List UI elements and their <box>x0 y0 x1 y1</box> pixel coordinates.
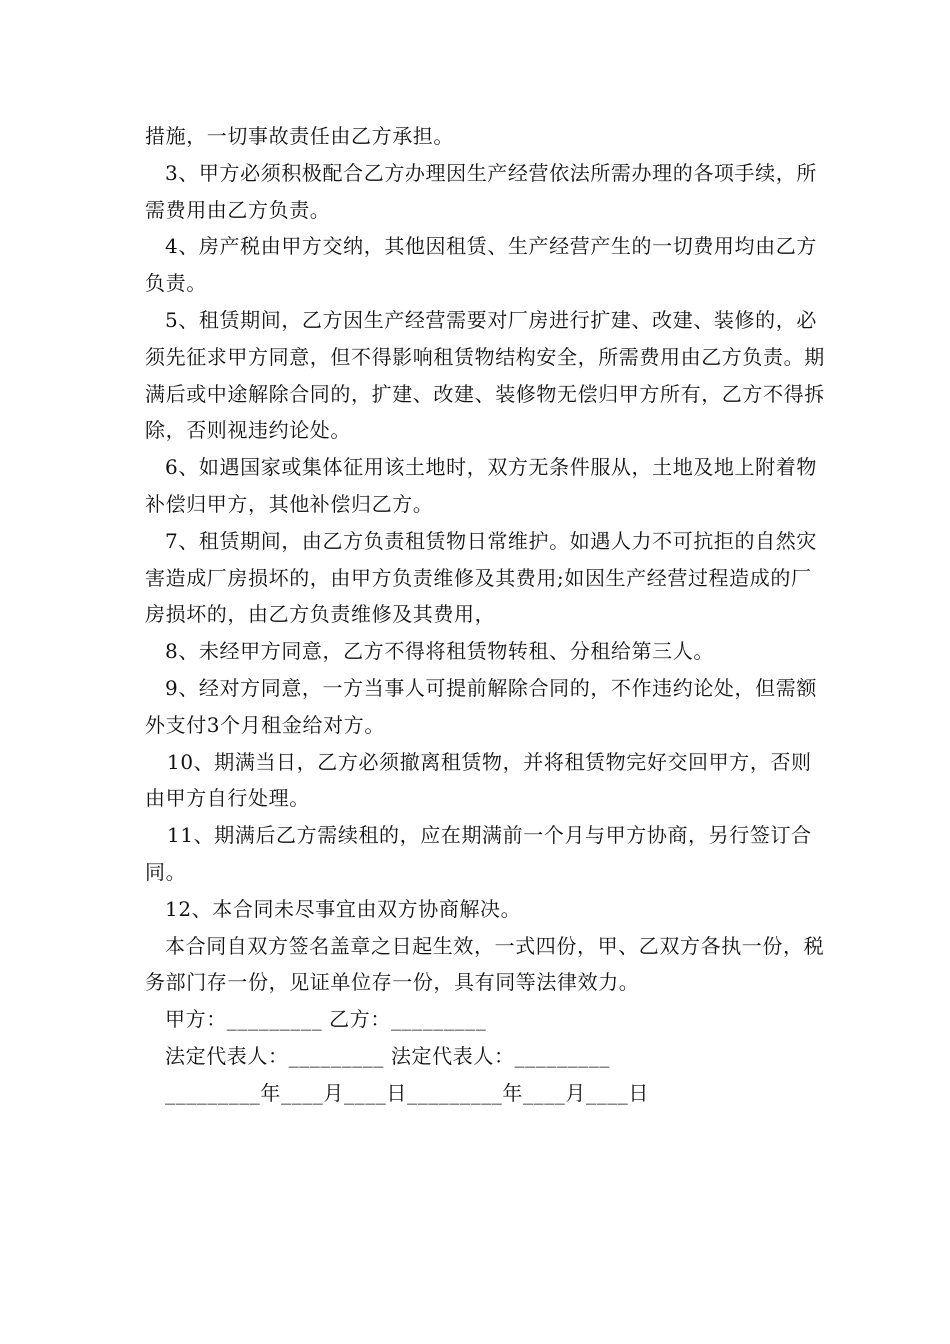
clause-4: 4、房产税由甲方交纳，其他因租赁、生产经营产生的一切费用均由乙方负责。 <box>145 234 817 296</box>
clause-5: 5、租赁期间，乙方因生产经营需要对厂房进行扩建、改建、装修的，必须先征求甲方同意，但不得影响租赁物结构安全，所需费用由乙方负责。期满后或中途解除合同的，扩建、改建、装修物无偿归甲方所有，乙方不得拆除，否则视违约论处。 <box>145 307 825 443</box>
clause-8: 8、未经甲方同意，乙方不得将租赁物转租、分租给第三人。 <box>165 639 714 664</box>
clause-11: 11、期满后乙方需续租的，应在期满前一个月与甲方协商，另行签订合同。 <box>145 823 812 884</box>
signature-representatives: 法定代表人：_________ 法定代表人：_________ <box>165 1043 610 1068</box>
clause-7: 7、租赁期间，由乙方负责租赁物日常维护。如遇人力不可抗拒的自然灾害造成厂房损坏的，由甲方负责维修及其费用;如因生产经营过程造成的厂房损坏的，由乙方负责维修及其费用， <box>145 528 817 627</box>
clause-12: 12、本合同未尽事宜由双方协商解决。 <box>165 896 522 921</box>
signature-parties: 甲方：_________ 乙方：_________ <box>165 1007 487 1032</box>
clause-6: 6、如遇国家或集体征用该土地时，双方无条件服从，土地及地上附着物补偿归甲方，其他补偿归乙方。 <box>145 455 817 516</box>
contract-body <box>145 118 825 1112</box>
effective-clause: 本合同自双方签名盖章之日起生效，一式四份，甲、乙双方各执一份，税务部门存一份，见证单位存一份，具有同等法律效力。 <box>145 933 825 995</box>
paragraph-measures-end: 措施，一切事故责任由乙方承担。 <box>145 124 454 148</box>
signature-dates: _________年____月____日_________年____月____日 <box>165 1080 649 1105</box>
clause-3: 3、甲方必须积极配合乙方办理因生产经营依法所需办理的各项手续，所需费用由乙方负责。 <box>145 160 817 222</box>
clause-10: 10、期满当日，乙方必须撤离租赁物，并将租赁物完好交回甲方，否则由甲方自行处理。 <box>145 749 812 811</box>
clause-9: 9、经对方同意，一方当事人可提前解除合同的，不作违约论处，但需额外支付3个月租金给对方。 <box>145 675 817 737</box>
